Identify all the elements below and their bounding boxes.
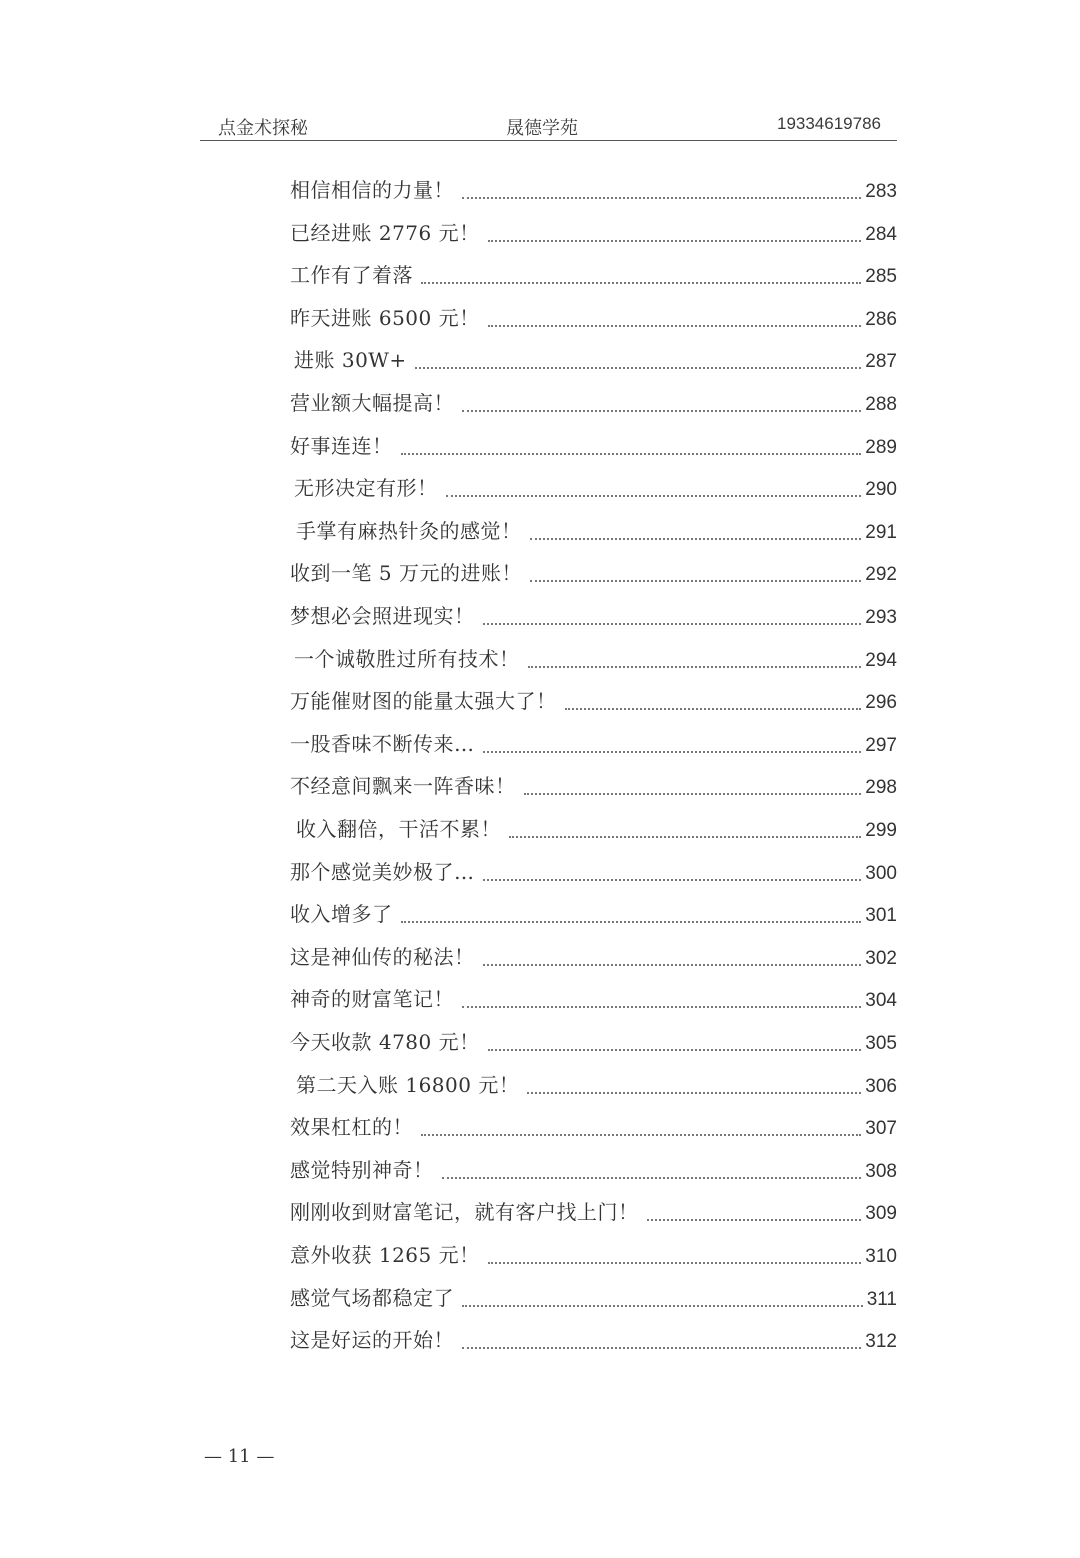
toc-entry-page-number: 300 xyxy=(865,863,897,884)
toc-entry xyxy=(290,558,897,588)
toc-entry-page-number: 304 xyxy=(865,990,897,1011)
toc-entry-page-number: 296 xyxy=(865,692,897,713)
toc-entry-title: 一个诚敬胜过所有技术！ xyxy=(294,647,520,671)
header-publisher: 晟德学苑 xyxy=(506,118,578,139)
toc-entry-page-number: 312 xyxy=(865,1331,897,1352)
toc-dot-leader xyxy=(488,1049,862,1051)
toc-dot-leader xyxy=(524,793,862,795)
toc-entry xyxy=(290,1155,897,1185)
toc-entry-title: 一股香味不断传来… xyxy=(290,732,475,756)
toc-entry xyxy=(290,218,897,248)
toc-entry-page-number: 301 xyxy=(865,905,897,926)
toc-entry-title: 意外收获 1265 元！ xyxy=(290,1243,480,1267)
toc-entry-title: 工作有了着落 xyxy=(290,263,413,287)
toc-entry-page-number: 294 xyxy=(865,650,897,671)
toc-entry-title: 效果杠杠的！ xyxy=(290,1115,413,1139)
toc-dot-leader xyxy=(488,240,862,242)
toc-dot-leader xyxy=(488,325,862,327)
toc-entry xyxy=(296,516,897,546)
toc-dot-leader xyxy=(530,580,861,582)
toc-entry xyxy=(290,431,897,461)
toc-entry xyxy=(290,942,897,972)
toc-dot-leader xyxy=(509,836,861,838)
toc-entry xyxy=(290,729,897,759)
toc-dot-leader xyxy=(415,367,862,369)
header-phone-number: 19334619786 xyxy=(776,114,881,133)
toc-entry-title: 收到一笔 5 万元的进账！ xyxy=(290,561,522,585)
toc-entry-page-number: 292 xyxy=(865,564,897,585)
toc-entry-page-number: 285 xyxy=(865,266,897,287)
toc-entry xyxy=(290,1240,897,1270)
toc-entry-page-number: 291 xyxy=(865,522,897,543)
toc-dot-leader xyxy=(446,495,862,497)
toc-entry-page-number: 297 xyxy=(865,735,897,756)
toc-dot-leader xyxy=(401,921,862,923)
toc-entry-title: 万能催财图的能量太强大了！ xyxy=(290,689,557,713)
toc-entry xyxy=(290,1197,897,1227)
toc-entry-page-number: 286 xyxy=(865,309,897,330)
toc-entry-title: 不经意间飘来一阵香味！ xyxy=(290,774,516,798)
toc-entry xyxy=(290,175,897,205)
toc-entry xyxy=(294,473,897,503)
toc-entry xyxy=(290,303,897,333)
toc-entry-page-number: 307 xyxy=(865,1118,897,1139)
toc-entry-page-number: 299 xyxy=(865,820,897,841)
toc-dot-leader xyxy=(462,1006,861,1008)
toc-entry xyxy=(290,1112,897,1142)
toc-dot-leader xyxy=(565,708,862,710)
toc-entry xyxy=(290,601,897,631)
toc-entry-title: 第二天入账 16800 元！ xyxy=(296,1073,520,1097)
toc-entry xyxy=(290,1283,897,1313)
toc-dot-leader xyxy=(483,964,862,966)
toc-entry xyxy=(290,899,897,929)
toc-entry-page-number: 289 xyxy=(865,437,897,458)
toc-entry-page-number: 287 xyxy=(865,351,897,372)
toc-dot-leader xyxy=(462,410,861,412)
toc-entry-page-number: 308 xyxy=(865,1161,897,1182)
toc-entry xyxy=(290,984,897,1014)
toc-entry-title: 神奇的财富笔记！ xyxy=(290,987,454,1011)
toc-entry-page-number: 309 xyxy=(865,1203,897,1224)
toc-entry-title: 梦想必会照进现实！ xyxy=(290,604,475,628)
toc-entry-page-number: 302 xyxy=(865,948,897,969)
toc-entry-title: 无形决定有形！ xyxy=(294,476,438,500)
toc-entry-title: 今天收款 4780 元！ xyxy=(290,1030,480,1054)
toc-entry-title: 这是好运的开始！ xyxy=(290,1328,454,1352)
toc-entry xyxy=(296,814,897,844)
toc-entry-title: 营业额大幅提高！ xyxy=(290,391,454,415)
toc-entry-title: 这是神仙传的秘法！ xyxy=(290,945,475,969)
toc-entry-title: 收入增多了 xyxy=(290,902,393,926)
toc-entry-page-number: 305 xyxy=(865,1033,897,1054)
toc-entry-title: 已经进账 2776 元！ xyxy=(290,221,480,245)
toc-entry xyxy=(290,686,897,716)
toc-entry xyxy=(290,260,897,290)
toc-dot-leader xyxy=(528,666,862,668)
toc-entry xyxy=(290,1027,897,1057)
toc-entry xyxy=(290,1325,897,1355)
header-book-title: 点金术探秘 xyxy=(218,118,308,139)
toc-entry-page-number: 290 xyxy=(865,479,897,500)
toc-dot-leader xyxy=(462,1347,861,1349)
toc-entry-title: 感觉特别神奇！ xyxy=(290,1158,434,1182)
toc-dot-leader xyxy=(421,282,861,284)
toc-dot-leader xyxy=(483,879,862,881)
toc-entry-title: 收入翻倍，干活不累！ xyxy=(296,817,501,841)
toc-entry-page-number: 293 xyxy=(865,607,897,628)
toc-entry xyxy=(294,644,897,674)
toc-entry-page-number: 288 xyxy=(865,394,897,415)
toc-entry xyxy=(290,857,897,887)
toc-entry xyxy=(296,1070,897,1100)
toc-entry-title: 刚刚收到财富笔记，就有客户找上门！ xyxy=(290,1200,639,1224)
toc-dot-leader xyxy=(483,751,862,753)
toc-dot-leader xyxy=(488,1262,862,1264)
toc-entry-page-number: 311 xyxy=(866,1289,897,1310)
toc-entry-title: 昨天进账 6500 元！ xyxy=(290,306,480,330)
toc-dot-leader xyxy=(462,197,861,199)
toc-entry-page-number: 298 xyxy=(865,777,897,798)
toc-entry xyxy=(290,771,897,801)
toc-entry xyxy=(294,345,897,375)
toc-dot-leader xyxy=(401,453,862,455)
toc-entry-page-number: 306 xyxy=(865,1076,897,1097)
toc-entry-page-number: 310 xyxy=(865,1246,897,1267)
toc-dot-leader xyxy=(483,623,862,625)
toc-entry-title: 感觉气场都稳定了 xyxy=(290,1286,454,1310)
toc-entry-title: 好事连连！ xyxy=(290,434,393,458)
toc-dot-leader xyxy=(421,1134,861,1136)
toc-entry-page-number: 284 xyxy=(865,224,897,245)
toc-dot-leader xyxy=(442,1177,862,1179)
toc-dot-leader xyxy=(527,1092,861,1094)
toc-entry-title: 进账 30W+ xyxy=(294,348,407,372)
toc-dot-leader xyxy=(530,538,862,540)
toc-entry xyxy=(290,388,897,418)
toc-entry-title: 手掌有麻热针灸的感觉！ xyxy=(296,519,522,543)
toc-entry-page-number: 283 xyxy=(865,181,897,202)
toc-entry-title: 那个感觉美妙极了… xyxy=(290,860,475,884)
footer-page-number: — 11 — xyxy=(204,1446,275,1467)
toc-dot-leader xyxy=(647,1219,862,1221)
toc-entry-title: 相信相信的力量！ xyxy=(290,178,454,202)
toc-dot-leader xyxy=(462,1305,863,1307)
